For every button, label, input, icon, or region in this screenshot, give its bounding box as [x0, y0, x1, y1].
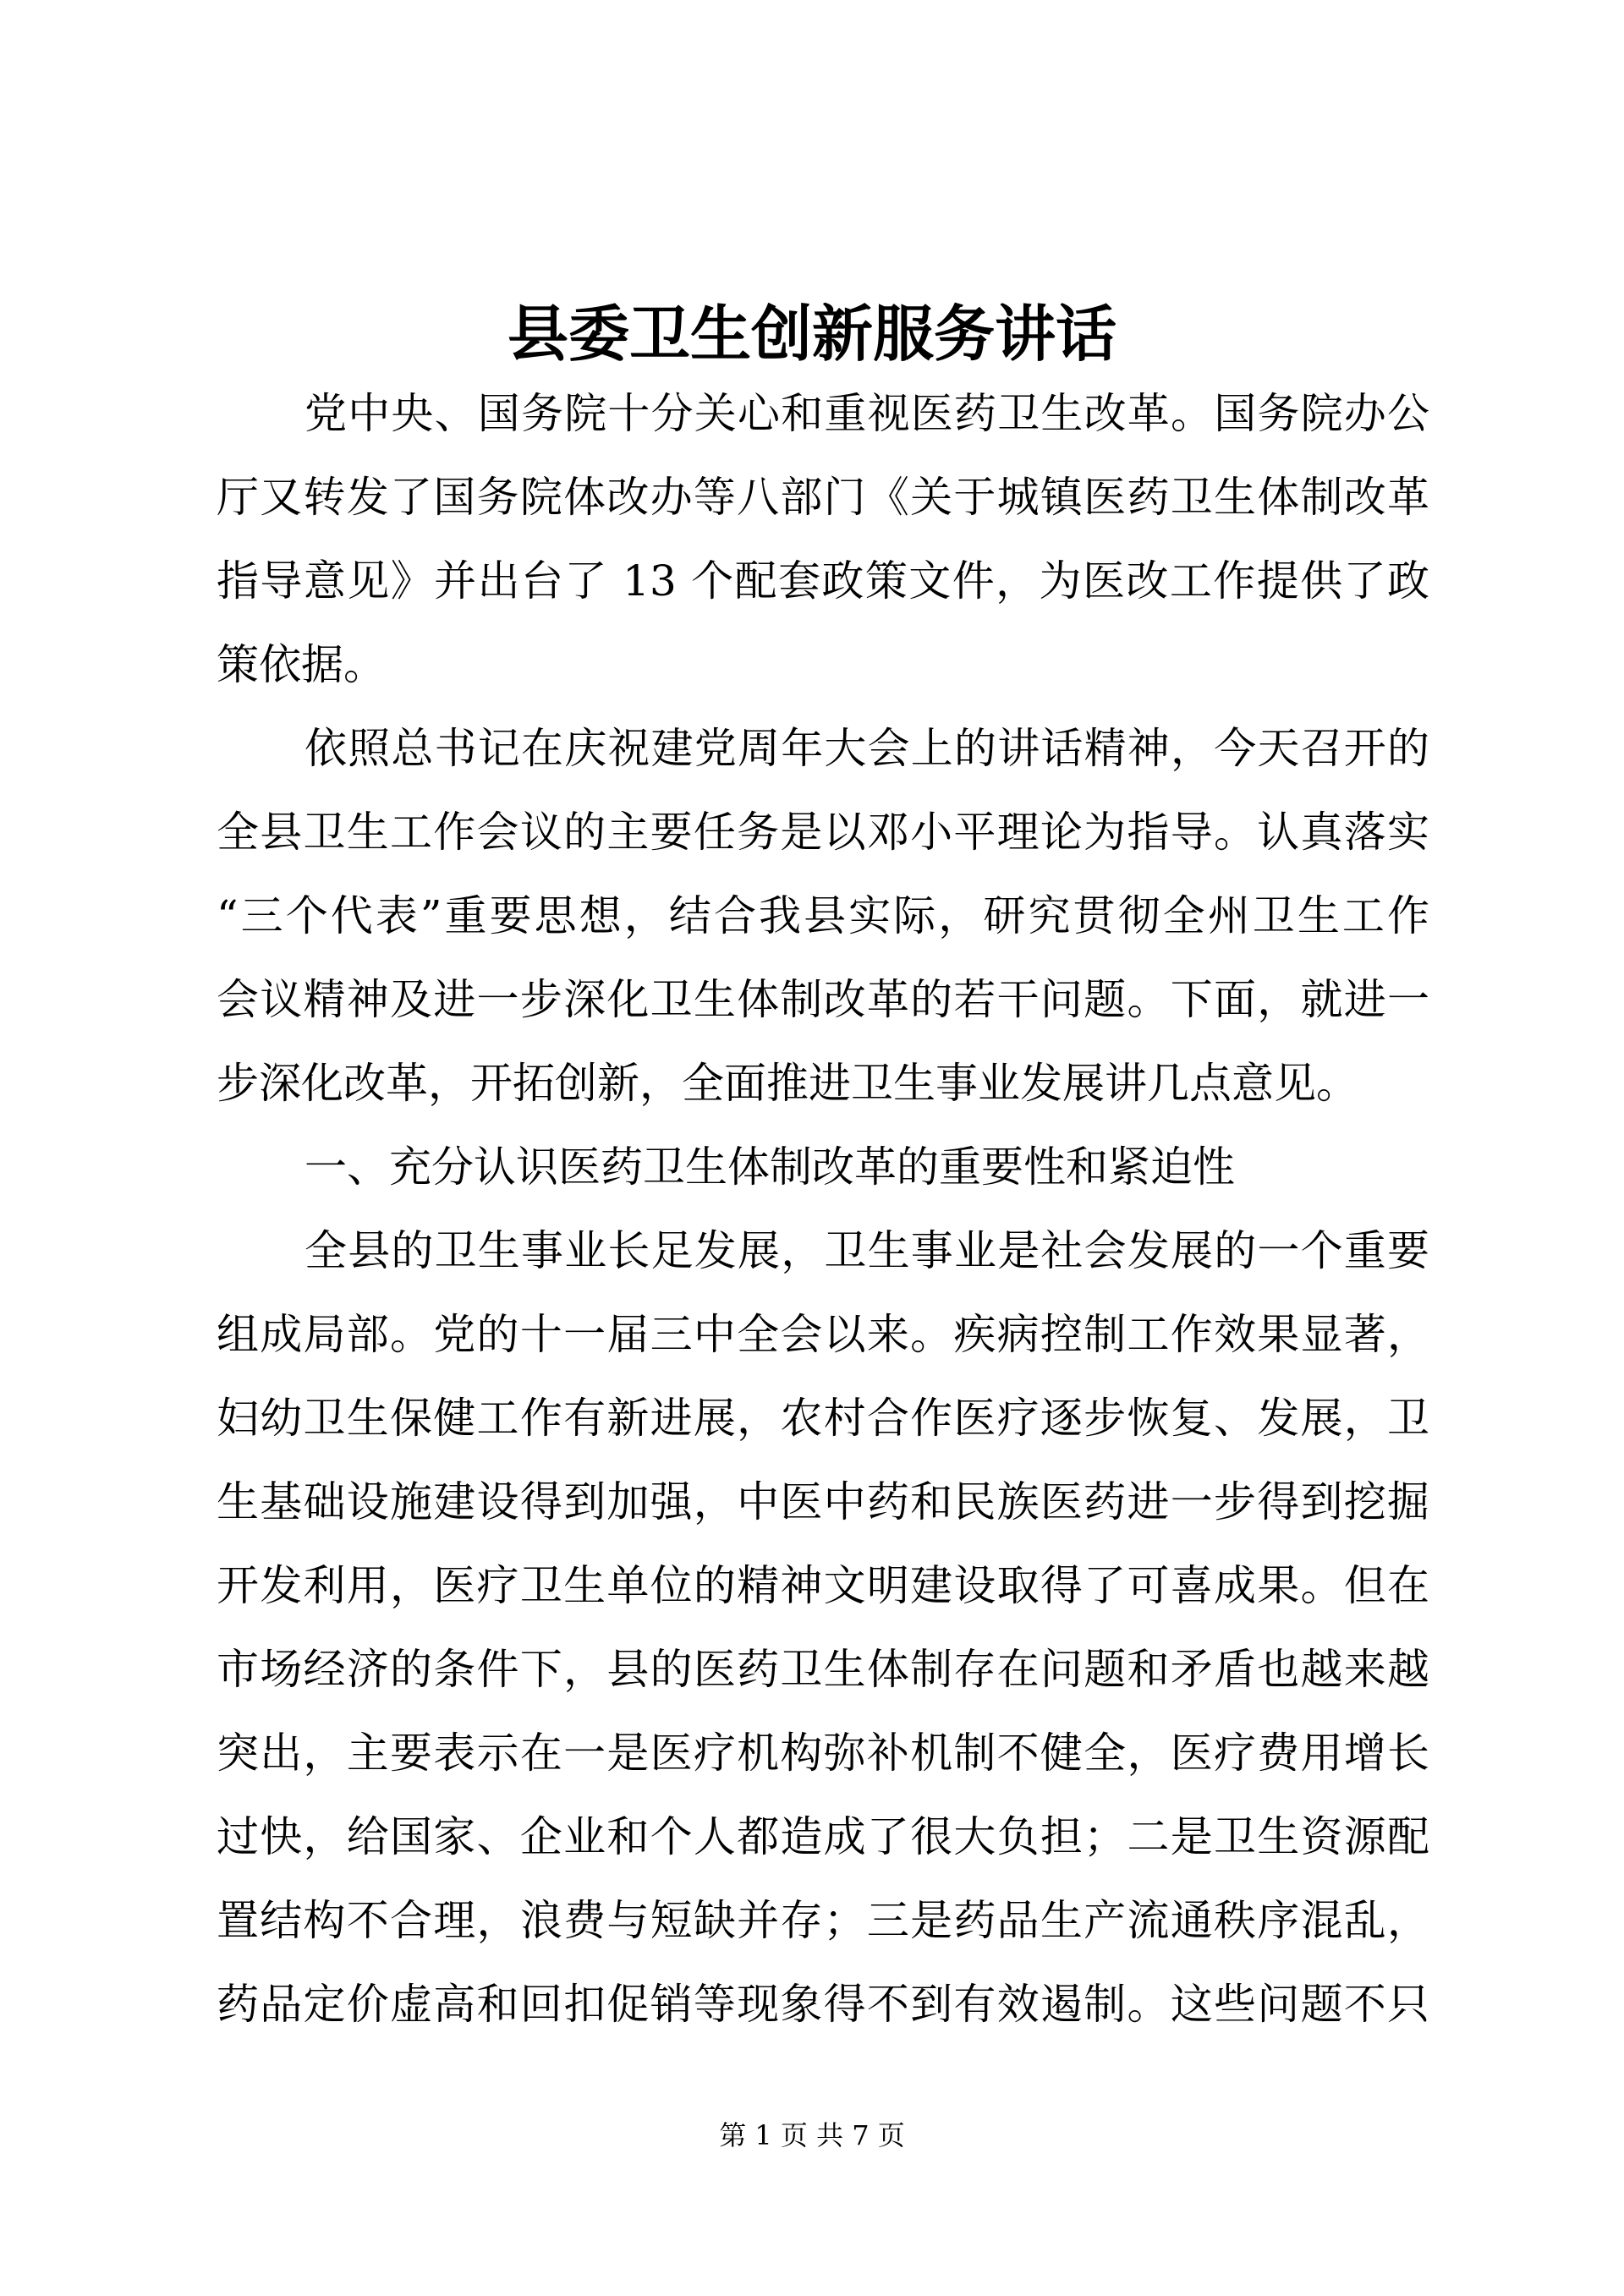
- text-line: 策依据。: [217, 640, 386, 689]
- text-line: 党中央、国务院十分关心和重视医药卫生改革。国务院办公: [304, 389, 1429, 438]
- paragraph: [217, 707, 1429, 1126]
- text-line: 过快，给国家、企业和个人都造成了很大负担；二是卫生资源配: [217, 1812, 1429, 1861]
- document-body: [217, 372, 1429, 2047]
- text-line: 组成局部。党的十一届三中全会以来。疾病控制工作效果显著，: [217, 1310, 1429, 1359]
- text-line: 会议精神及进一步深化卫生体制改革的若干问题。下面，就进一: [217, 975, 1429, 1024]
- text-line: 置结构不合理，浪费与短缺并存；三是药品生产流通秩序混乱，: [217, 1896, 1429, 1945]
- text-line: 药品定价虚高和回扣促销等现象得不到有效遏制。这些问题不只: [217, 1980, 1429, 2029]
- text-line: 一、充分认识医药卫生体制改革的重要性和紧迫性: [304, 1143, 1235, 1192]
- paragraph: [217, 372, 1429, 707]
- text-line: 突出，主要表示在一是医疗机构弥补机制不健全，医疗费用增长: [217, 1729, 1429, 1778]
- text-line: 依照总书记在庆祝建党周年大会上的讲话精神，今天召开的: [304, 724, 1429, 773]
- document-title: 县委卫生创新服务讲话: [507, 299, 1116, 370]
- text-line: 开发利用，医疗卫生单位的精神文明建设取得了可喜成果。但在: [217, 1561, 1429, 1610]
- text-line: 厅又转发了国务院体改办等八部门《关于城镇医药卫生体制改革: [217, 473, 1429, 522]
- text-line: 妇幼卫生保健工作有新进展，农村合作医疗逐步恢复、发展，卫: [217, 1394, 1429, 1443]
- text-line: 全县的卫生事业长足发展，卫生事业是社会发展的一个重要: [304, 1226, 1429, 1275]
- text-line: 指导意见》并出台了 13 个配套政策文件，为医改工作提供了政: [217, 556, 1429, 606]
- text-line: 全县卫生工作会议的主要任务是以邓小平理论为指导。认真落实: [217, 808, 1429, 857]
- text-line: 步深化改革，开拓创新，全面推进卫生事业发展讲几点意见。: [217, 1059, 1358, 1108]
- text-line: “三个代表”重要思想，结合我县实际，研究贯彻全州卫生工作: [217, 891, 1429, 940]
- section-heading: [217, 1126, 1429, 1209]
- text-line: 生基础设施建设得到加强，中医中药和民族医药进一步得到挖掘: [217, 1477, 1429, 1526]
- paragraph: [217, 1209, 1429, 2047]
- page-footer: 第 1 页 共 7 页: [719, 2119, 905, 2151]
- text-line: 市场经济的条件下，县的医药卫生体制存在问题和矛盾也越来越: [217, 1645, 1429, 1694]
